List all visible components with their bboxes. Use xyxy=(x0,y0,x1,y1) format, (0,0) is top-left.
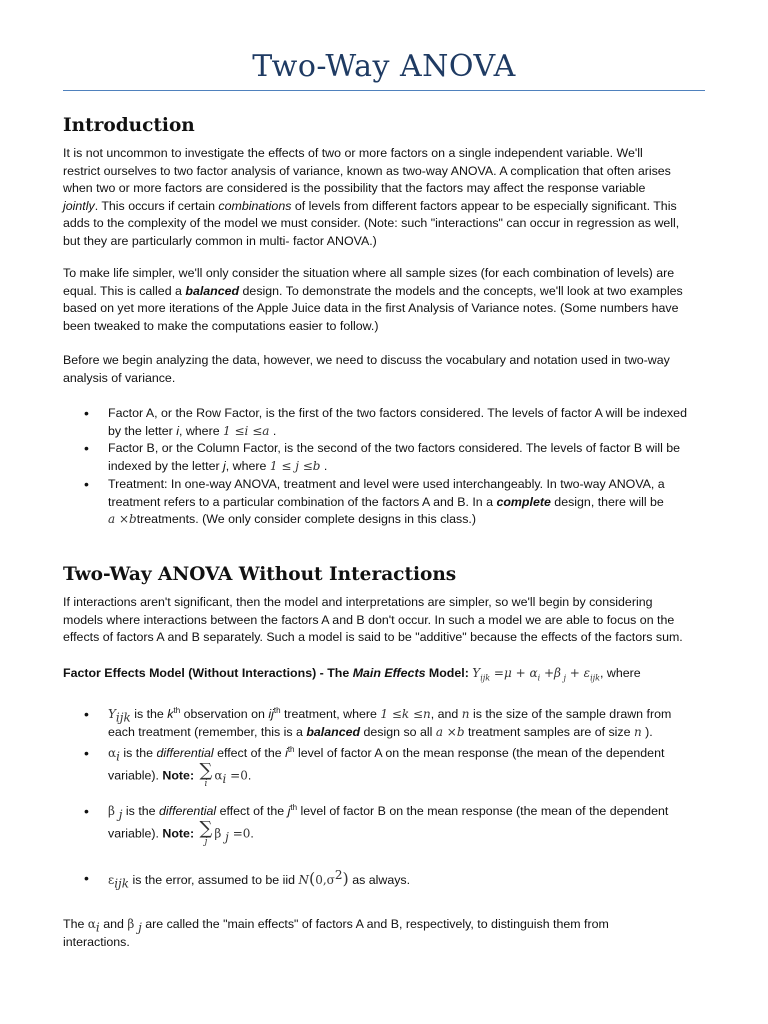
bullet-treatment: • Treatment: In one-way ANOVA, treatment and level were used interchangeably. In two-way ANOVA, a treatment refers to a particular combination of the factors A and B. In a complete design, there will be a ×btreatments. (We only consider complete designs in this class.) xyxy=(84,476,665,526)
bullet-factor-b: • Factor B, or the Column Factor, is the second of the two factors considered. The levels of factor B will be indexed by the letter j, where 1 ≤ j ≤b . xyxy=(84,440,681,473)
title-underline xyxy=(63,90,705,91)
bullet-dot: • xyxy=(84,745,89,761)
bullet-alpha-i: • $\alpha_i$ is the differential effect of the $i^{th}$ level of factor A on the mean response (the mean of the dependent variable). Note: ∑ i $\alpha_i =0$. xyxy=(84,744,665,789)
main-effects-model-line: Factor Effects Model (Without Interactions) - The Main Effects Model: $Y_{ijk} =\mu + \alpha_i +\beta$ $_j + \varepsilon_{ijk}$, where xyxy=(63,666,641,683)
intro-paragraph-3: Before we begin analyzing the data, however, we need to discuss the vocabulary and notation used in two-way analysis of variance. xyxy=(63,353,670,385)
summation-over-j: ∑ j xyxy=(199,817,213,847)
section-two-way-anova-heading: Two-Way ANOVA Without Interactions xyxy=(63,564,457,585)
bullet-dot: • xyxy=(84,440,89,456)
model-equation: $Y_{ijk} =\mu + \alpha_i +\beta$ $_j + \varepsilon_{ijk}$ xyxy=(472,666,600,683)
bullet-epsilon-ijk: • $\varepsilon_{ijk}$ is the error, assumed to be iid $N(0,\sigma^2)$ as always. xyxy=(84,867,411,891)
bullet-y-ijk: • $Y_{ijk}$ is the $k^{th}$ observation on $ij^{th}$ treatment, where 1 ≤k ≤n, and n is the size of the sample drawn from each treatment (remember, this is a balanced design so all a ×b treatment samples are of size n ). xyxy=(84,705,672,739)
bullet-factor-a: • Factor A, or the Row Factor, is the first of the two factors considered. The levels of factor A will be indexed by the letter i, where 1 ≤i ≤a . xyxy=(84,405,687,438)
intro-paragraph-1: It is not uncommon to investigate the effects of two or more factors on a single independent variable. We'll restrict ourselves to two factor analysis of variance, known as two-way ANOVA. A complication that often arises when two or more factors are considered is the possibility that the factors may affect the response variable jointly. This occurs if certain combinations of levels from different factors appear to be especially significant. This adds to the complexity of the model we must consider. (Note: such "interactions" can occur in regression as well, but they are particularly common in multi- factor ANOVA.) xyxy=(63,146,680,248)
page-title: Two-Way ANOVA xyxy=(252,49,516,84)
bullet-dot: • xyxy=(84,803,89,819)
bullet-dot: • xyxy=(84,405,89,421)
section2-paragraph-1: If interactions aren't significant, then the model and interpretations are simpler, so we'll begin by considering models where interactions between the factors A and B don't occur. In such a model we are able to focus on the effects of factors A and B separately. Such a model is said to be "additive" because the effects of the factors sum. xyxy=(63,595,683,644)
intro-paragraph-2: To make life simpler, we'll only consider the situation where all sample sizes (for each combination of levels) are equal. This is called a balanced design. To demonstrate the models and the concepts, we'll look at two examples based on yet more iterations of the Apple Juice data in the first Analysis of Variance notes. (Some numbers have been tweaked to make the computations easier to follow.) xyxy=(63,266,683,333)
bullet-dot: • xyxy=(84,706,89,722)
bullet-beta-j: • β $_j$ is the differential effect of the $j^{th}$ level of factor B on the mean response (the mean of the dependent variable). Note: ∑ j β $_j$ =0. xyxy=(84,802,669,847)
bullet-dot: • xyxy=(84,870,89,886)
introduction-heading: Introduction xyxy=(63,115,195,136)
bullet-dot: • xyxy=(84,476,89,492)
closing-paragraph: The $\alpha_i$ and β $_j$ are called the "main effects" of factors A and B, respectively, to distinguish them from interactions. xyxy=(63,917,609,949)
summation-over-i: ∑ i xyxy=(199,759,213,789)
